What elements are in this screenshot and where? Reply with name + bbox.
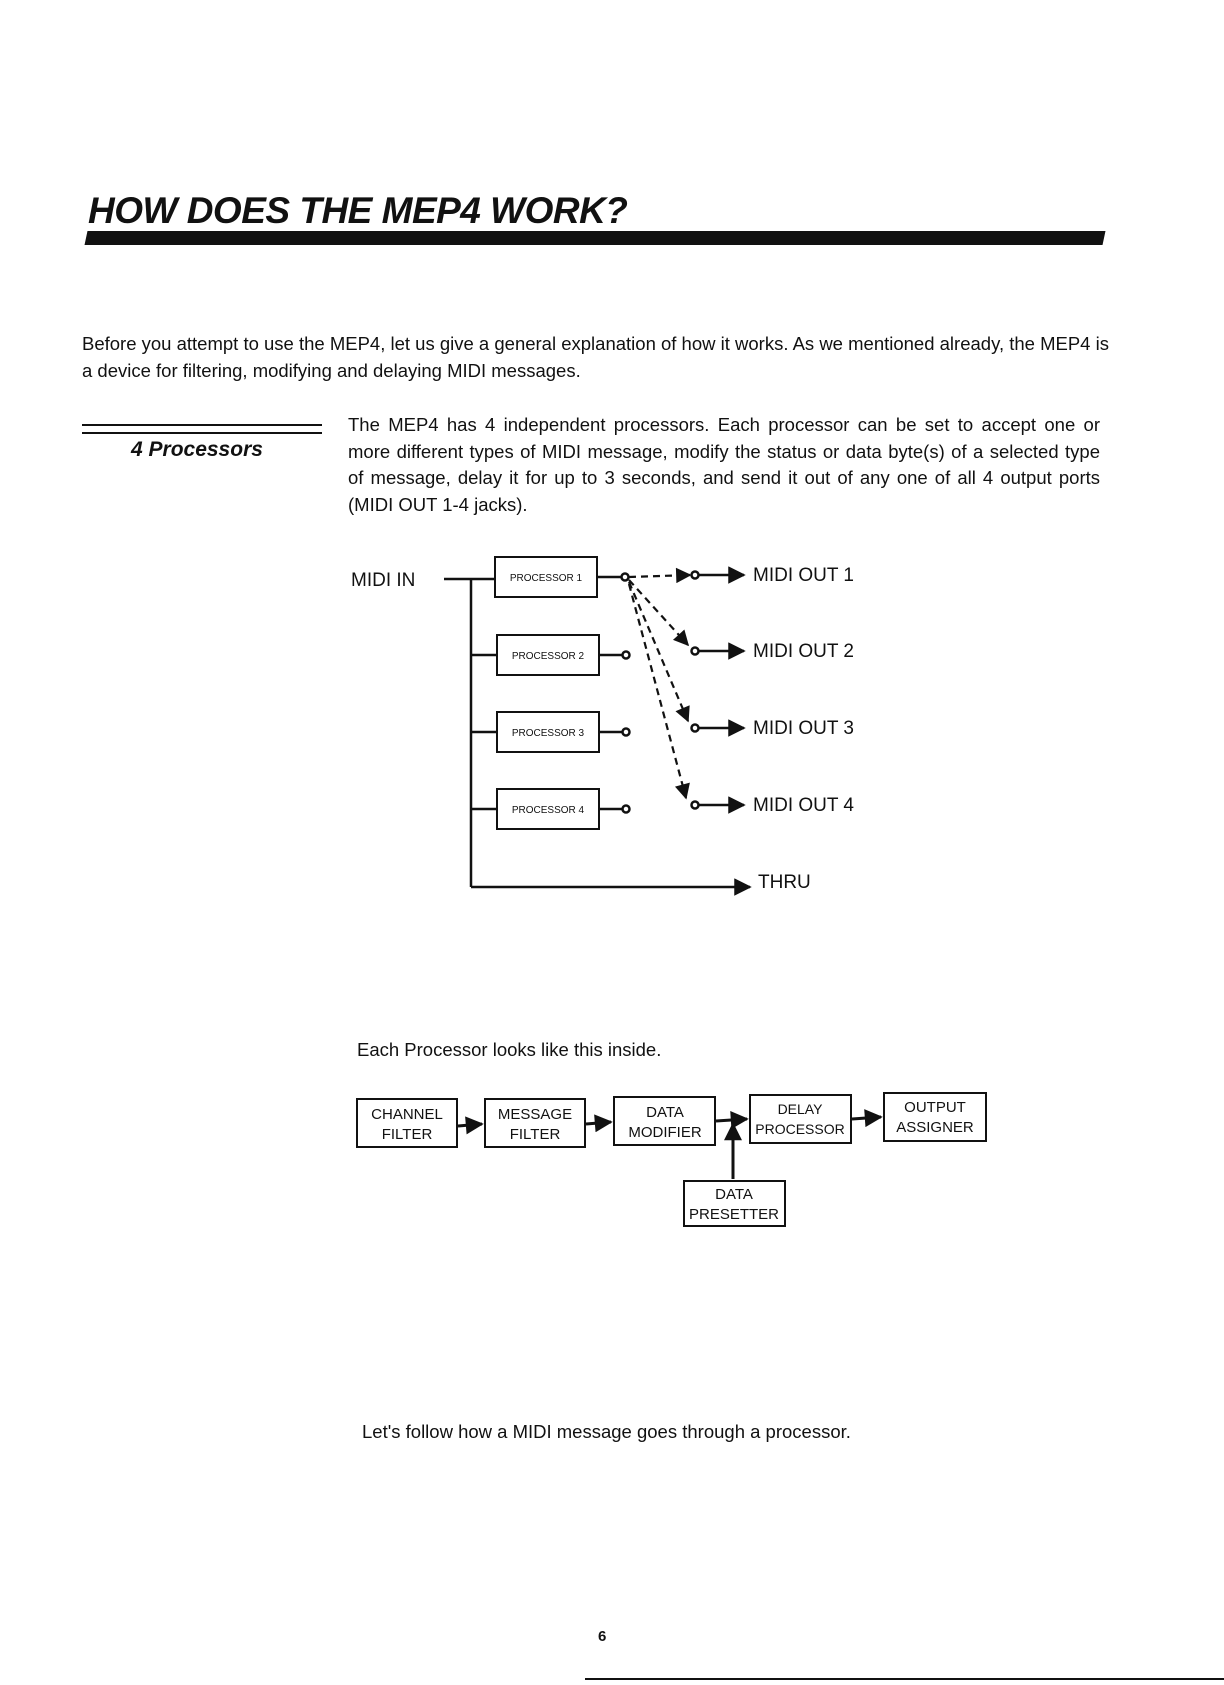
svg-text:FILTER: FILTER [381,1126,433,1143]
svg-text:OUTPUT: OUTPUT [904,1099,966,1116]
midi-out-4-label: MIDI OUT 4 [753,795,854,816]
bottom-rule [585,1678,1224,1680]
page-number: 6 [598,1628,607,1645]
svg-text:FILTER: FILTER [509,1126,561,1143]
svg-text:DATA: DATA [646,1104,684,1121]
follow-text: Let's follow how a MIDI message goes through a processor. [362,1421,851,1442]
svg-text:PROCESSOR 3: PROCESSOR 3 [511,728,585,739]
section-heading: 4 Processors [131,438,263,461]
svg-text:PROCESSOR 2: PROCESSOR 2 [511,651,585,662]
message-filter-box [485,1099,585,1147]
svg-text:CHANNEL: CHANNEL [371,1106,443,1123]
midi-out-3-label: MIDI OUT 3 [753,718,854,739]
svg-text:PROCESSOR 4: PROCESSOR 4 [511,805,585,816]
svg-text:MODIFIER: MODIFIER [628,1124,702,1141]
midi-out-2-label: MIDI OUT 2 [753,641,854,662]
data-modifier-box [614,1097,715,1145]
midi-out-1-label: MIDI OUT 1 [753,565,854,586]
section-body: The MEP4 has 4 independent processors. Each processor can be set to accept one or more different types of MIDI message, modify the status or data byte(s) of a selected type of message, delay it for up to 3 seconds, and send it out of any one of all 4 output ports (MIDI OUT 1-4 jacks). [348,414,1100,515]
svg-text:MESSAGE: MESSAGE [497,1106,573,1123]
intro-paragraph: Before you attempt to use the MEP4, let us give a general explanation of how it works. As we mentioned already, the MEP4 is a device for filtering, modifying and delaying MIDI messages. [82,333,1109,381]
channel-filter-box [357,1099,457,1147]
svg-text:DATA: DATA [715,1186,753,1203]
svg-text:ASSIGNER: ASSIGNER [896,1119,974,1136]
thru-label: THRU [758,872,811,893]
svg-text:PROCESSOR: PROCESSOR [755,1121,845,1137]
output-assigner-box [884,1093,986,1141]
midi-in-label: MIDI IN [351,570,416,591]
page-title: HOW DOES THE MEP4 WORK? [88,190,628,231]
data-presetter-box [684,1181,785,1226]
svg-text:DELAY: DELAY [777,1101,823,1117]
inside-caption: Each Processor looks like this inside. [357,1039,662,1060]
delay-processor-box [750,1095,851,1143]
svg-text:PROCESSOR 1: PROCESSOR 1 [509,573,583,584]
svg-text:PRESETTER: PRESETTER [688,1206,780,1223]
